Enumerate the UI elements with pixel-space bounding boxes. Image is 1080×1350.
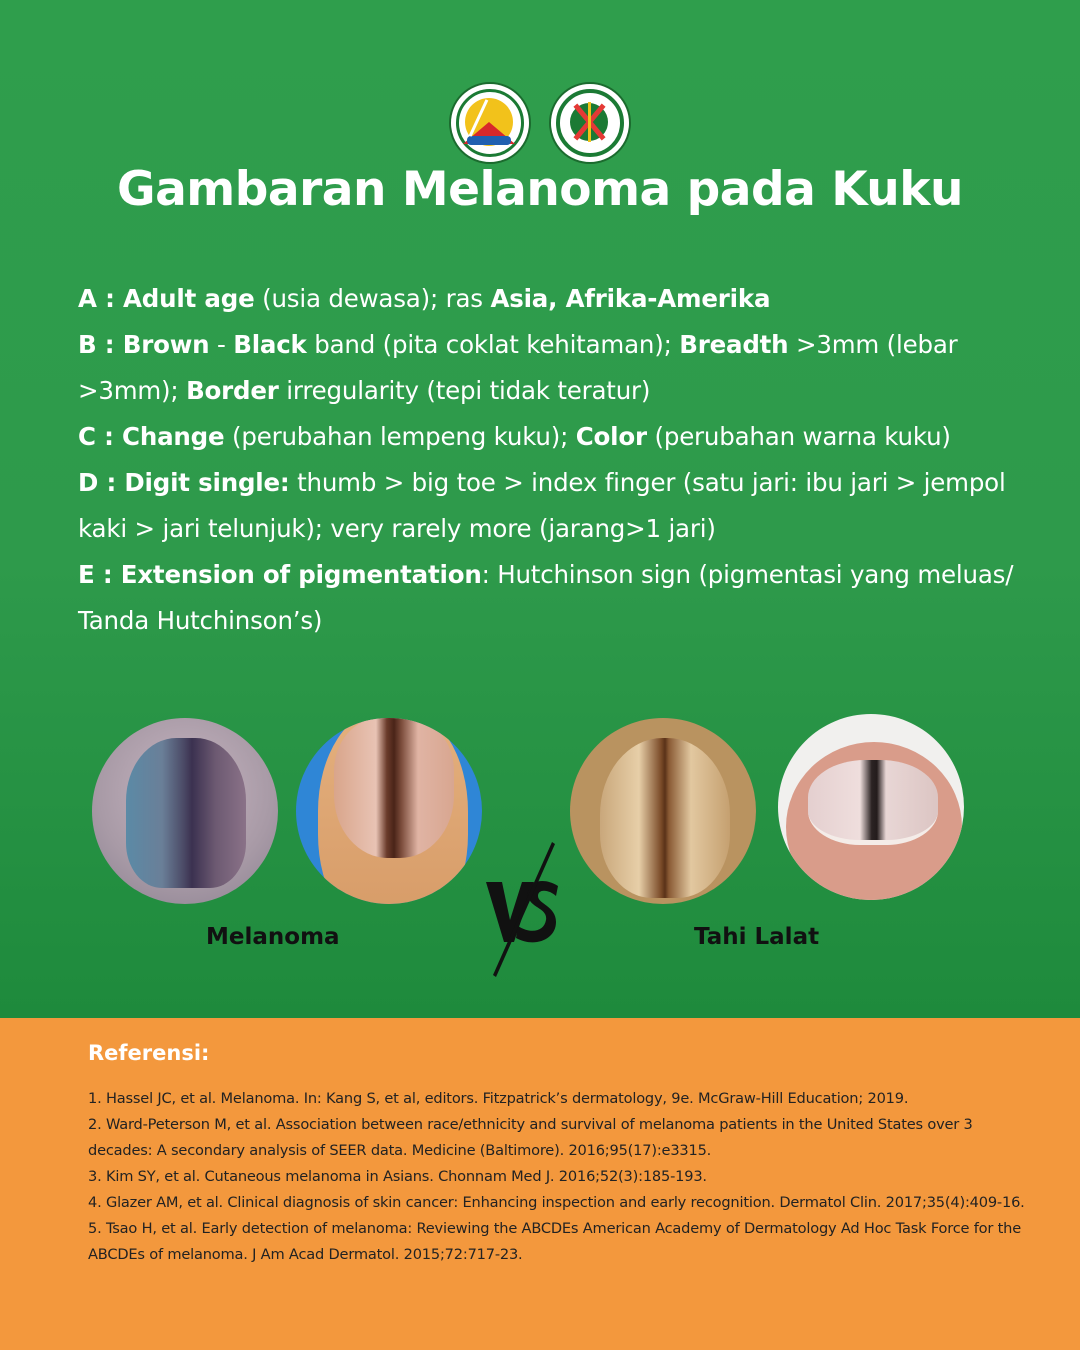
criterion-b: B : Brown - Black band (pita coklat kehitaman); Breadth >3mm (lebar >3mm); Border irregularity (tepi tidak teratur) <box>78 330 958 405</box>
reference-item: 2. Ward-Peterson M, et al. Association between race/ethnicity and survival of melanoma patients in the United States over 3 decades: A secondary analysis of SEER data. Medicine (Baltimore). 2016;95(17):e3315. <box>88 1116 973 1159</box>
reference-item: 4. Glazer AM, et al. Clinical diagnosis of skin cancer: Enhancing inspection and early recognition. Dermatol Clin. 2017;35(4):409-16. <box>88 1194 1025 1211</box>
page-title: Gambaran Melanoma pada Kuku <box>117 162 963 217</box>
criterion-a: A : Adult age (usia dewasa); ras Asia, Afrika-Amerika <box>78 284 771 313</box>
perdoski-tumor-bedah-logo <box>449 82 531 164</box>
reference-item: 5. Tsao H, et al. Early detection of melanoma: Reviewing the ABCDEs American Academy of Dermatology Ad Hoc Task Force for the ABCDEs of melanoma. J Am Acad Dermatol. 2015;72:717-23. <box>88 1220 1021 1263</box>
melanoma-photo-1 <box>92 718 278 904</box>
abcde-criteria-list <box>78 276 1038 644</box>
logo-row <box>0 82 1080 164</box>
vs-icon <box>482 842 562 977</box>
references-title: Referensi: <box>88 1041 210 1065</box>
criterion-e: E : Extension of pigmentation: Hutchinson sign (pigmentasi yang meluas/ Tanda Hutchinson’s) <box>78 560 1014 635</box>
perdoski-logo <box>549 82 631 164</box>
reference-item: 3. Kim SY, et al. Cutaneous melanoma in Asians. Chonnam Med J. 2016;52(3):185-193. <box>88 1168 707 1185</box>
melanoma-photo-2 <box>296 718 482 904</box>
criterion-c: C : Change (perubahan lempeng kuku); Color (perubahan warna kuku) <box>78 422 951 451</box>
criterion-d: D : Digit single: thumb > big toe > index finger (satu jari: ibu jari > jempol kaki > jari telunjuk); very rarely more (jarang>1 jari) <box>78 468 1006 543</box>
mole-photo-1 <box>570 718 756 904</box>
mole-photo-2 <box>778 714 964 900</box>
references-list <box>88 1086 1038 1268</box>
melanoma-label: Melanoma <box>206 924 340 950</box>
reference-item: 1. Hassel JC, et al. Melanoma. In: Kang S, et al, editors. Fitzpatrick’s dermatology, 9e. McGraw-Hill Education; 2019. <box>88 1090 909 1107</box>
mole-label: Tahi Lalat <box>694 924 820 950</box>
